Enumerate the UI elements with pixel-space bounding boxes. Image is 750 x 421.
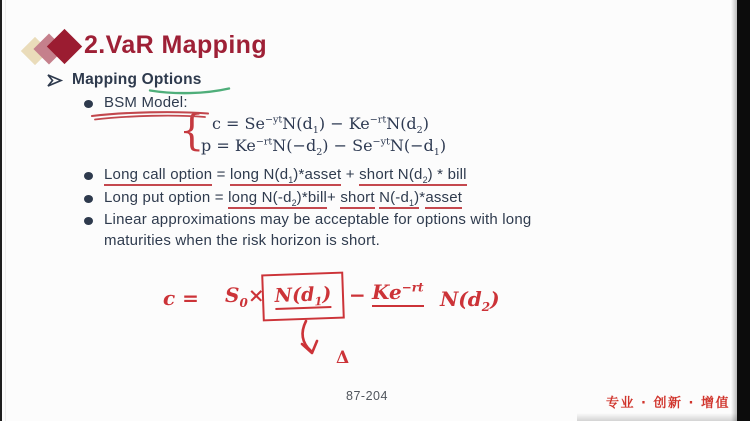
bullet-dot-icon: [84, 100, 93, 108]
bullet-dot-icon: [84, 217, 93, 225]
hand-box: [261, 272, 345, 322]
bsm-label: BSM Model:: [104, 94, 188, 111]
hand-nd1: $N(d_1)$: [274, 283, 332, 309]
down-arrow-shaft: [303, 321, 311, 351]
bullet-dot-icon: [84, 195, 93, 203]
hand-nd2: $N(d_2)$: [440, 287, 500, 314]
page-number: 87-204: [346, 389, 388, 403]
hand-minus: −: [349, 283, 366, 307]
bsm-put-formula: $p = Ke^{-rt}N(-d_2) - Se^{-yt}N(-d_1)$: [201, 136, 447, 159]
hand-c-eq: c =: [163, 286, 199, 310]
brand-slogan: 专业 · 创新 · 增值: [606, 396, 730, 411]
long-put-bullet: Long put option = long $N(-d_2)*bill+$ short $N(-d_1)*asset$: [104, 189, 463, 208]
bullet-dot-icon: [84, 172, 93, 180]
green-underline: [150, 89, 229, 94]
bottom-right-shade: [577, 413, 737, 421]
linear-bullet-line1: Linear approximations may be acceptable for options with long: [104, 211, 532, 228]
right-frame-bar: [737, 0, 750, 421]
hand-kert: $Ke^{-rt}$: [372, 280, 424, 307]
long-call-bullet: Long call option = long $N(d_1)*asset$ + short $N(d_2)$ * bill: [104, 166, 467, 185]
linear-bullet-line2: maturities when the risk horizon is short.: [104, 232, 381, 249]
left-frame-edge-faint: [5, 0, 6, 421]
bsm-call-formula: $c = Se^{-yt}N(d_1) - Ke^{-rt}N(d_2)$: [212, 114, 430, 137]
hand-s0x: $S_0\times$: [225, 283, 265, 310]
hand-delta: Δ: [336, 348, 350, 368]
hand-brace: {: [179, 106, 205, 156]
left-frame-edge: [0, 0, 2, 421]
down-arrow-head: [302, 341, 317, 353]
section-heading: Mapping Options: [72, 71, 202, 88]
slide-title: 2.VaR Mapping: [84, 31, 268, 59]
